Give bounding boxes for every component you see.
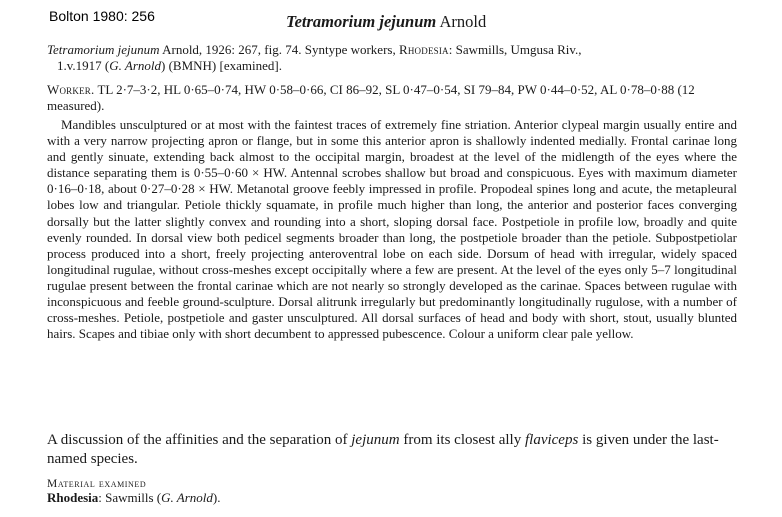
worker-label: Worker. <box>47 82 95 97</box>
citation-text-2: : Sawmills, Umgusa Riv., <box>448 42 582 57</box>
citation-continuation <box>47 58 737 74</box>
worker-measurements <box>47 82 737 114</box>
discussion-text-1: A discussion of the affinities and the separation of <box>47 432 352 448</box>
original-citation <box>47 42 737 74</box>
title-author: Arnold <box>439 12 487 31</box>
worker-measurement-values: TL 2·7–3·2, HL 0·65–0·74, HW 0·58–0·66, CI 86–92, SL 0·47–0·54, SI 79–84, PW 0·44–0·52, AL 0·78–0·88 (12 measured). <box>47 82 695 114</box>
discussion-text-2: from its closest ally <box>399 432 525 448</box>
species-title <box>286 12 486 32</box>
material-collector: G. Arnold <box>161 490 213 505</box>
material-text-1: : Sawmills ( <box>98 490 162 505</box>
material-locality: Rhodesia <box>47 490 99 505</box>
discussion-taxon-2: flaviceps <box>524 432 579 448</box>
title-taxon: Tetramorium jejunum <box>286 12 437 31</box>
citation-text-1: Arnold, 1926: 267, fig. 74. Syntype workers, <box>159 42 399 57</box>
material-heading: Material examined <box>47 478 147 490</box>
citation-text-4: ) (BMNH) [examined]. <box>161 58 282 74</box>
citation-collector: G. Arnold <box>109 58 162 74</box>
citation-text-3: 1.v.1917 ( <box>57 58 110 74</box>
worker-description: Mandibles unsculptured or at most with the faintest traces of extremely fine striation. Anterior clypeal margin usually entire and with a very narrow projecting apron or flange, but in some this anterior apron is shallowly indented medially. Frontal carinae long and gently sinuate, extending back almost to the occipital margin, broadest at the level of the midlength of the eyes where the distance separating them is 0·55–0·60 × HW. Antennal scrobes shallow but broad and conspicuous. Eyes with maximum diameter 0·16–0·18, about 0·27–0·28 × HW. Metanotal groove feebly impressed in profile. Propodeal spines long and acute, the metapleural lobes low and triangular. Petiole thickly squamate, in profile much higher than long, the anterior and posterior faces converging dorsally but the latter slightly convex and rounding into a short, sloping dorsal face. Postpetiole in profile low, broadly and quite evenly rounded. In dorsal view both pedicel segments broader than long, the postpetiole broader than the petiole. Subpostpetiolar process produced into a short, freely projecting anteroventral lobe on each side. Dorsum of head with irregular, widely spaced longitudinal rugulae, without cross-meshes except occipitally where a few are present. At the level of the eyes only 5–7 longitudinal rugulae present between the frontal carinae which are not nearly so strongly developed as the carinae. Spaces between rugulae with inconspicuous and feeble ground-sculpture. Dorsal alitrunk irregularly but predominantly longitudinally rugulose, with a number of cross-meshes. Petiole, postpetiole and gaster unsculptured. All dorsal surfaces of head and body with short, stout, usually blunted hairs. Scapes and tibiae only with short decumbent to appressed pubescence. Colour a uniform clear pale yellow. <box>47 117 737 342</box>
citation-taxon: Tetramorium jejunum <box>47 42 160 57</box>
material-text-2: ). <box>212 490 221 505</box>
discussion-taxon-1: jejunum <box>351 432 400 448</box>
source-label: Bolton 1980: 256 <box>49 8 155 24</box>
discussion-paragraph <box>47 431 747 469</box>
material-examined <box>47 490 737 506</box>
discussion-text-3: is given under the last-named species. <box>47 432 719 467</box>
citation-country: Rhodesia <box>398 42 449 57</box>
